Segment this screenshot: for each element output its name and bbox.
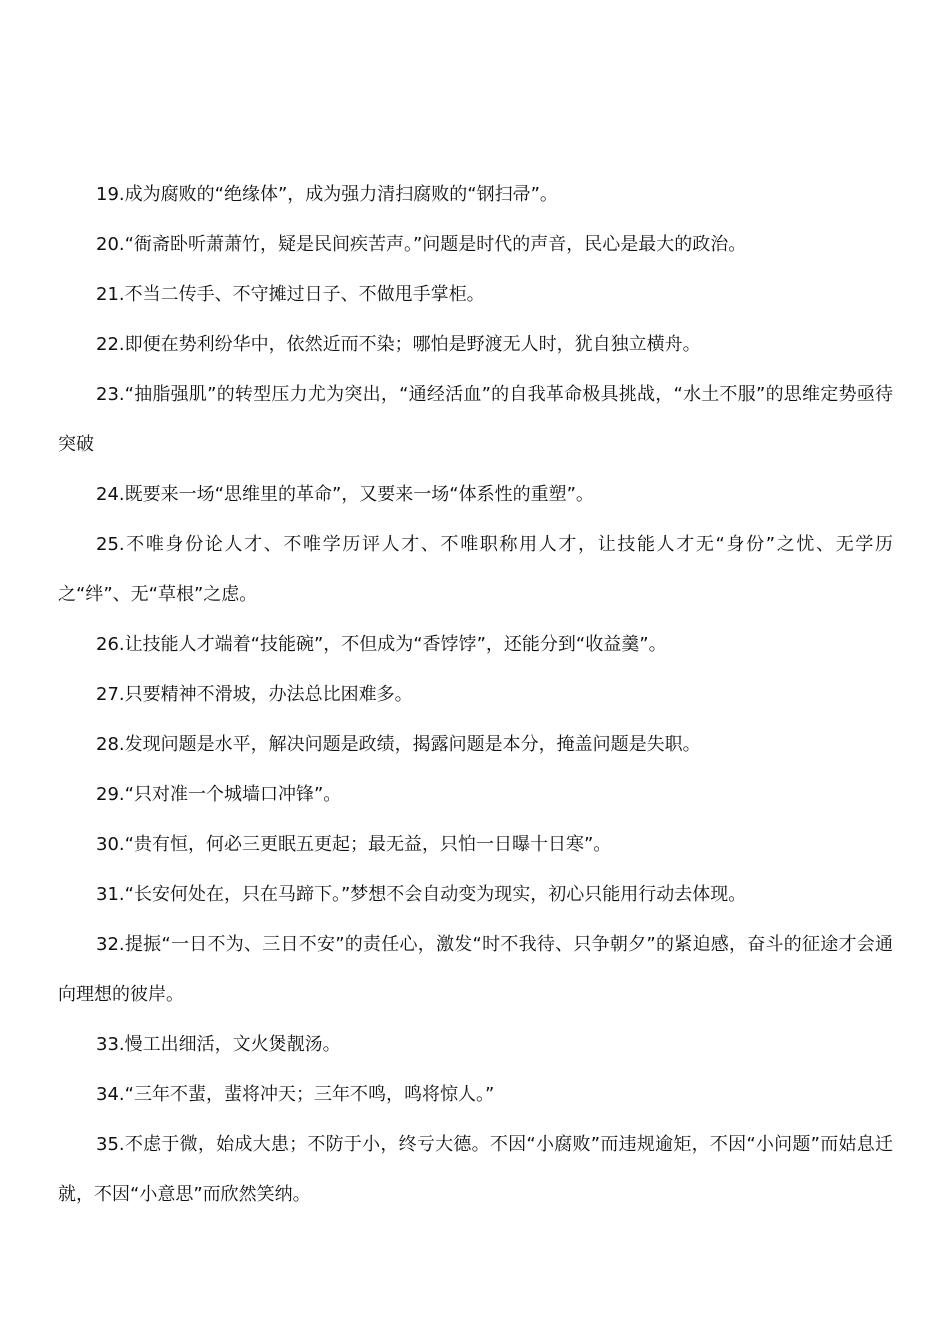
- paragraph-35: 35.不虑于微，始成大患；不防于小，终亏大德。不因“小腐败”而违规逾矩，不因“小问题”而姑息迁就，不因“小意思”而欣然笑纳。: [58, 1134, 893, 1205]
- paragraph-21: 21.不当二传手、不守摊过日子、不做甩手掌柜。: [96, 284, 485, 305]
- paragraph-19: 19.成为腐败的“绝缘体”，成为强力清扫腐败的“钢扫帚”。: [96, 184, 558, 205]
- paragraph-30: 30.“贵有恒，何必三更眠五更起；最无益，只怕一日曝十日寒”。: [96, 834, 612, 855]
- paragraph-23: 23.“抽脂强肌”的转型压力尤为突出，“通经活血”的自我革命极具挑战，“水土不服”的思维定势亟待突破: [58, 384, 893, 455]
- paragraph-25: 25.不唯身份论人才、不唯学历评人才、不唯职称用人才，让技能人才无“身份”之忧、无学历之“绊”、无“草根”之虑。: [58, 534, 893, 605]
- paragraph-27: 27.只要精神不滑坡，办法总比困难多。: [96, 684, 413, 705]
- paragraph-32: 32.提振“一日不为、三日不安”的责任心，激发“时不我待、只争朝夕”的紧迫感，奋斗的征途才会通向理想的彼岸。: [58, 934, 893, 1005]
- paragraph-26: 26.让技能人才端着“技能碗”，不但成为“香饽饽”，还能分到“收益羹”。: [96, 634, 667, 655]
- document-body: [58, 170, 893, 1220]
- paragraph-33: 33.慢工出细活，文火煲靓汤。: [96, 1034, 341, 1055]
- paragraph-22: 22.即便在势利纷华中，依然近而不染；哪怕是野渡无人时，犹自独立横舟。: [96, 334, 701, 355]
- paragraph-20: 20.“衙斋卧听萧萧竹，疑是民间疾苦声。”问题是时代的声音，民心是最大的政治。: [96, 234, 747, 255]
- paragraph-29: 29.“只对准一个城墙口冲锋”。: [96, 784, 342, 805]
- paragraph-24: 24.既要来一场“思维里的革命”，又要来一场“体系性的重塑”。: [96, 484, 594, 505]
- paragraph-34: 34.“三年不蜚，蜚将冲天；三年不鸣，鸣将惊人。”: [96, 1084, 495, 1105]
- paragraph-31: 31.“长安何处在，只在马蹄下。”梦想不会自动变为现实，初心只能用行动去体现。: [96, 884, 747, 905]
- paragraph-28: 28.发现问题是水平，解决问题是政绩，揭露问题是本分，掩盖问题是失职。: [96, 734, 701, 755]
